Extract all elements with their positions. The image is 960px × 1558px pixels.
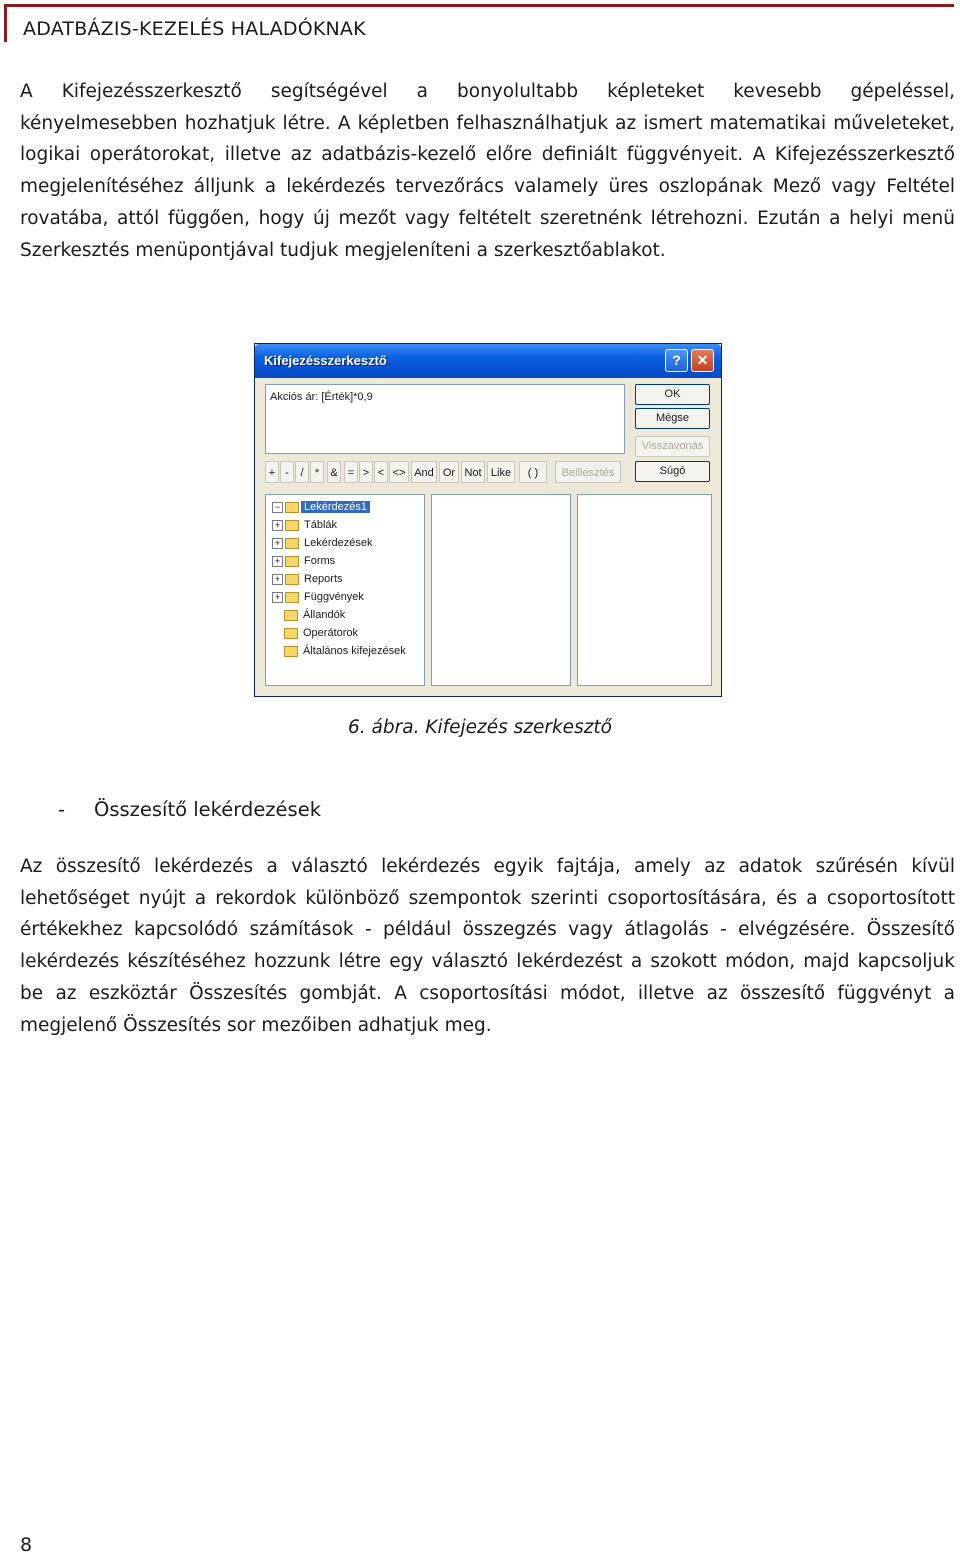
tree-item[interactable] — [272, 553, 338, 570]
tree-item-label: Lekérdezések — [304, 537, 373, 549]
section-dash: - — [58, 798, 66, 821]
folder-icon — [285, 520, 299, 531]
tree-item[interactable] — [272, 589, 367, 606]
figure-caption: 6. ábra. Kifejezés szerkesztő — [348, 717, 612, 738]
page-number: 8 — [20, 1534, 33, 1556]
close-icon[interactable]: ✕ — [691, 349, 714, 372]
tree-item-label: Forms — [304, 555, 336, 567]
page-header — [4, 4, 954, 42]
folder-open-icon — [285, 502, 299, 513]
operator-greater-button[interactable]: > — [359, 461, 373, 483]
operator-concat-button[interactable]: & — [327, 461, 341, 483]
help-button[interactable]: Súgó — [635, 461, 710, 482]
expand-icon[interactable]: + — [272, 556, 283, 567]
folder-icon — [285, 538, 299, 549]
operator-multiply-button[interactable]: * — [310, 461, 324, 483]
tree-item-label: Függvények — [304, 591, 364, 603]
operator-notequal-button[interactable]: <> — [389, 461, 409, 483]
collapse-icon[interactable]: − — [272, 502, 283, 513]
operator-toolbar — [265, 461, 625, 483]
operator-less-button[interactable]: < — [374, 461, 388, 483]
folder-icon — [284, 628, 298, 639]
cancel-button[interactable]: Mégse — [635, 408, 710, 429]
tree-item[interactable] — [284, 607, 348, 624]
section-title: Összesítő lekérdezések — [94, 798, 321, 821]
operator-or-button[interactable]: Or — [439, 461, 459, 483]
body-paragraph: Az összesítő lekérdezés a választó lekérdezés egyik fajtája, amely az adatok szűrésén kívül lehetőséget nyújt a rekordok különböző szempontok szerinti csoportosítására, és a csoportosított értékekhez kapcsolódó számítások - például összegzés vagy átlagolás - elvégzésére. Összesítő lekérdezés készítéséhez hozzunk létre egy választó lekérdezést a szokott módon, majd kapcsoljuk be az eszköztár Összesítés gombját. A csoportosítási módot, illetve az összesítő függvényt a megjelenő Összesítés sor mezőiben adhatjuk meg. — [20, 856, 955, 1036]
folder-icon — [284, 646, 298, 657]
operator-divide-button[interactable]: / — [295, 461, 309, 483]
folder-icon — [285, 574, 299, 585]
folder-icon — [285, 556, 299, 567]
tree-item[interactable] — [284, 625, 361, 642]
dialog-titlebar — [255, 344, 721, 378]
tree-item[interactable] — [272, 535, 376, 552]
folder-icon — [284, 610, 298, 621]
category-list-panel[interactable] — [431, 494, 571, 686]
operator-equals-button[interactable]: = — [344, 461, 358, 483]
object-tree-panel[interactable] — [265, 494, 425, 686]
header-title: ADATBÁZIS-KEZELÉS HALADÓKNAK — [23, 18, 366, 40]
undo-button[interactable]: Visszavonás — [635, 436, 710, 457]
operator-and-button[interactable]: And — [411, 461, 437, 483]
expand-icon[interactable]: + — [272, 520, 283, 531]
operator-parens-button[interactable]: ( ) — [519, 461, 547, 483]
operator-not-button[interactable]: Not — [461, 461, 485, 483]
tree-item[interactable] — [284, 643, 409, 660]
expression-input[interactable]: Akciós ár: [Érték]*0,9 — [265, 384, 625, 454]
tree-item[interactable] — [272, 517, 340, 534]
intro-paragraph: A Kifejezésszerkesztő segítségével a bonyolultabb képleteket kevesebb gépeléssel, kényelmesebben hozhatjuk létre. A képletben felhasználhatjuk az ismert matematikai műveleteket, logikai operátorokat, illetve az adatbázis-kezelő előre definiált függvényeit. A Kifejezésszerkesztő megjelenítéséhez álljunk a lekérdezés tervezőrács valamely üres oszlopának Mező vagy Feltétel rovatába, attól függően, hogy új mezőt vagy feltételt szeretnénk létrehozni. Ezután a helyi menü Szerkesztés menüpontjával tudjuk megjeleníteni a szerkesztőablakot. — [20, 81, 955, 261]
operator-plus-button[interactable]: + — [265, 461, 279, 483]
tree-item-label: Reports — [304, 573, 343, 585]
dialog-title: Kifejezésszerkesztő — [264, 353, 387, 368]
expand-icon[interactable]: + — [272, 538, 283, 549]
section-heading — [58, 798, 321, 821]
expand-icon[interactable]: + — [272, 592, 283, 603]
expand-icon[interactable]: + — [272, 574, 283, 585]
tree-item-label: Táblák — [304, 519, 338, 531]
operator-minus-button[interactable]: - — [280, 461, 294, 483]
tree-item[interactable] — [272, 571, 346, 588]
tree-item[interactable] — [272, 499, 370, 516]
folder-icon — [285, 592, 299, 603]
paste-button[interactable]: Beillesztés — [555, 461, 621, 483]
value-list-panel[interactable] — [577, 494, 712, 686]
expression-builder-dialog — [254, 343, 722, 697]
tree-item-label: Operátorok — [303, 627, 359, 639]
operator-like-button[interactable]: Like — [487, 461, 515, 483]
tree-item-label: Lekérdezés1 — [301, 501, 370, 513]
ok-button[interactable]: OK — [635, 384, 710, 405]
help-icon[interactable]: ? — [665, 349, 688, 372]
tree-item-label: Általános kifejezések — [303, 645, 406, 657]
tree-item-label: Állandók — [303, 609, 346, 621]
